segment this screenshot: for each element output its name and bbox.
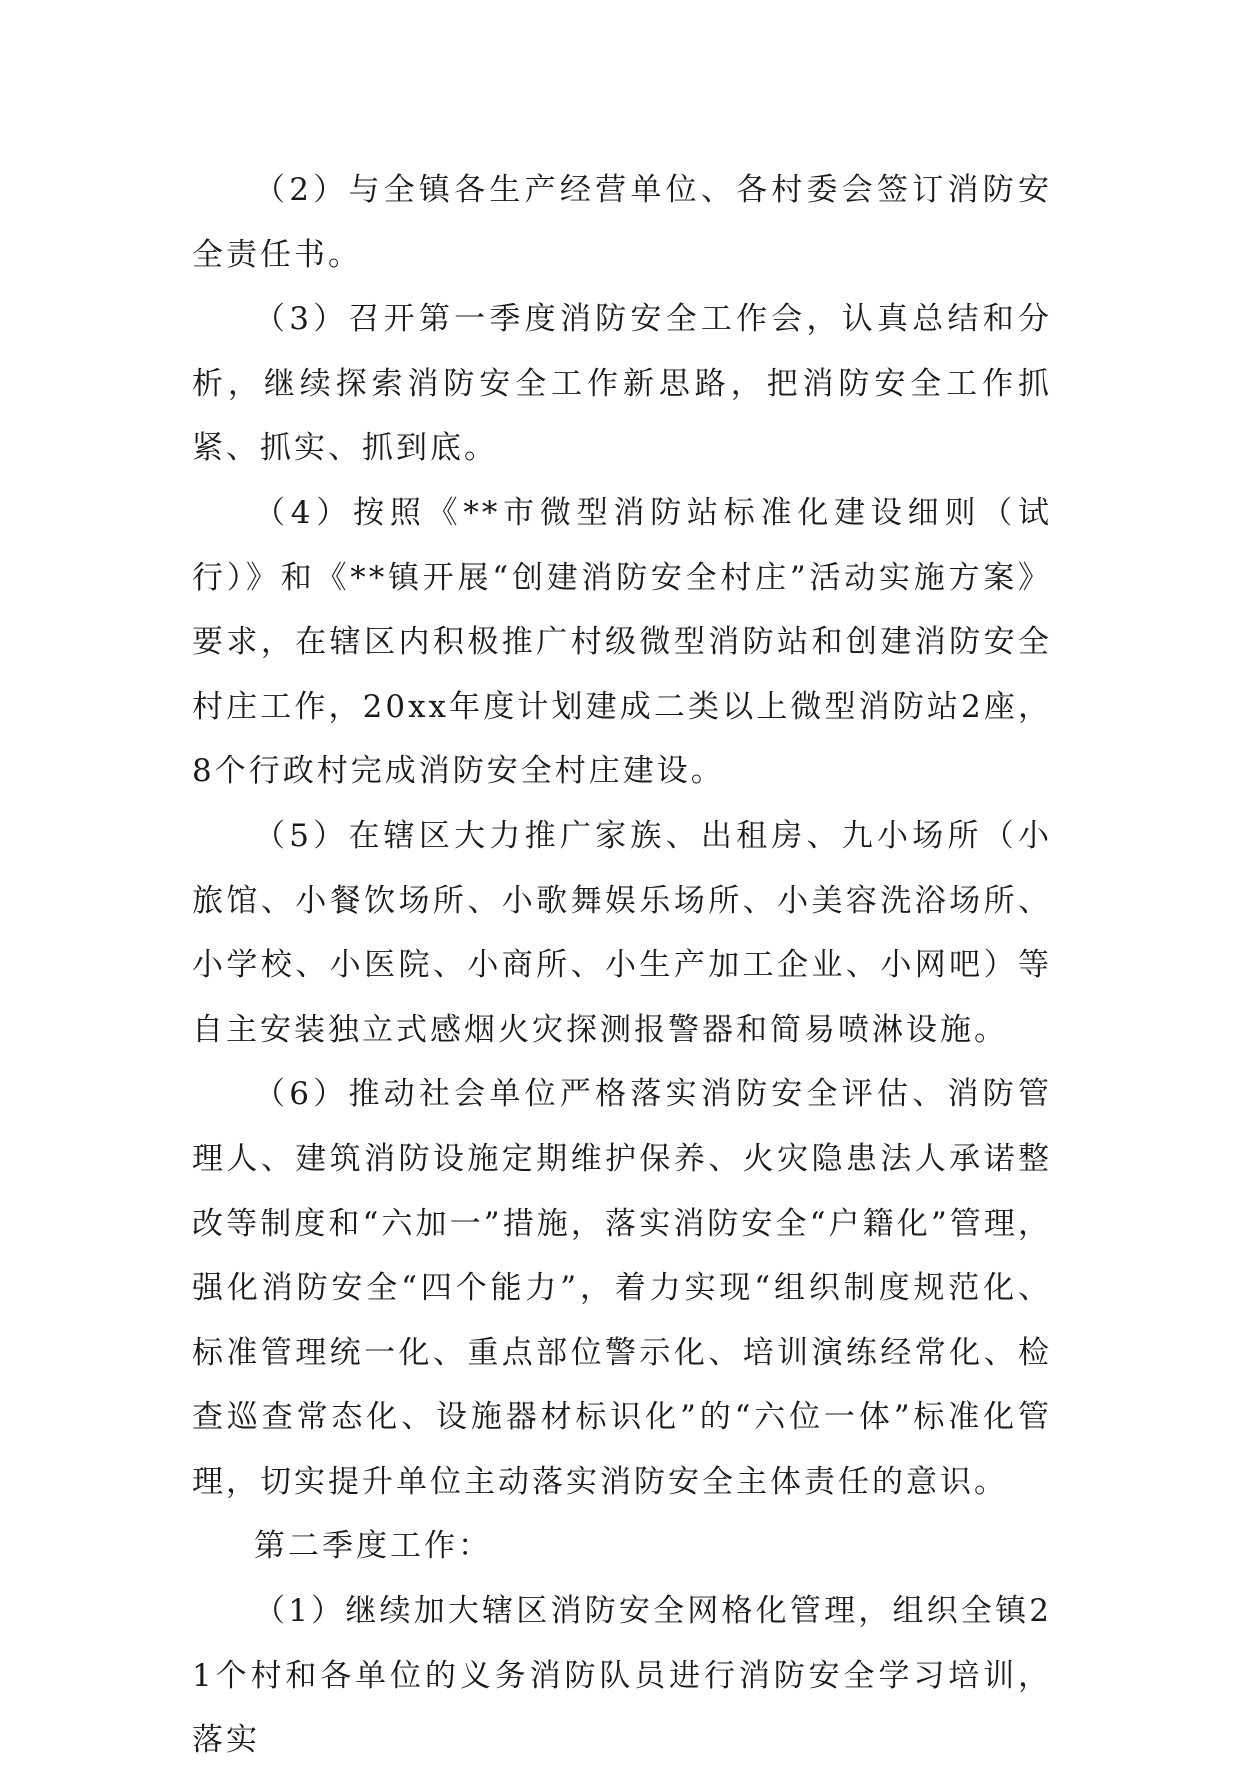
- paragraph-item-3-meeting: （3）召开第一季度消防安全工作会，认真总结和分析，继续探索消防安全工作新思路，把消防安全工作抓紧、抓实、抓到底。: [192, 301, 1052, 467]
- document-body: [192, 158, 1052, 1773]
- paragraph-item-6-responsibility: （6）推动社会单位严格落实消防安全评估、消防管理人、建筑消防设施定期维护保养、火灾隐患法人承诺整改等制度和“六加一”措施，落实消防安全“户籍化”管理，强化消防安全“四个能力”，着力实现“组织制度规范化、标准管理统一化、重点部位警示化、培训演练经常化、检查巡查常态化、设施器材标识化”的“六位一体”标准化管理，切实提升单位主动落实消防安全主体责任的意识。: [192, 1076, 1052, 1500]
- paragraph-item-4-micro-station: （4）按照《**市微型消防站标准化建设细则（试行）》和《**镇开展“创建消防安全村庄”活动实施方案》要求，在辖区内积极推广村级微型消防站和创建消防安全村庄工作，20xx年度计划建成二类以上微型消防站2座，8个行政村完成消防安全村庄建设。: [192, 494, 1052, 790]
- paragraph-q2-item-1-grid: （1）继续加大辖区消防安全网格化管理，组织全镇21个村和各单位的义务消防队员进行消防安全学习培训，落实: [192, 1593, 1052, 1759]
- paragraph-item-2-signing: （2）与全镇各生产经营单位、各村委会签订消防安全责任书。: [192, 172, 1052, 273]
- paragraph-item-5-detectors: （5）在辖区大力推广家族、出租房、九小场所（小旅馆、小餐饮场所、小歌舞娱乐场所、小美容洗浴场所、小学校、小医院、小商所、小生产加工企业、小网吧）等自主安装独立式感烟火灾探测报警器和简易喷淋设施。: [192, 817, 1052, 1048]
- section-heading-second-quarter: 第二季度工作：: [254, 1528, 492, 1565]
